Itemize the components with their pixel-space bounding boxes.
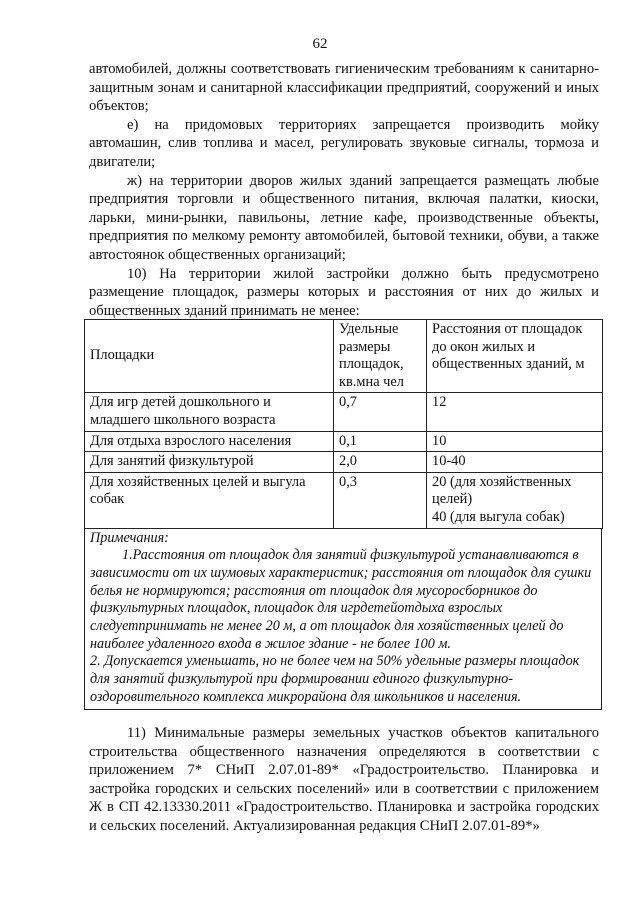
table-row xyxy=(85,452,603,473)
cell-playground-name: Для отдыха взрослого населения xyxy=(85,431,334,452)
cell-playground-name: Для занятий физкультурой xyxy=(85,452,334,473)
table-row xyxy=(85,431,603,452)
table-notes xyxy=(84,529,602,710)
cell-distance: 12 xyxy=(427,393,603,431)
cell-specific-size: 2,0 xyxy=(334,452,427,473)
page-number: 62 xyxy=(312,36,328,52)
header-distance: Расстояния от площадок до окон жилых и общественных зданий, м xyxy=(427,320,603,393)
paragraph-item-10: 10) На территории жилой застройки должно быть предусмотрено размещение площадок, размеры которых и расстояния от них до жилых и общественных зданий принимать не менее: xyxy=(89,265,599,319)
outro-text xyxy=(89,724,599,836)
cell-distance: 20 (для хозяйственных целей) 40 (для выгула собак) xyxy=(427,472,603,528)
cell-specific-size: 0,7 xyxy=(334,393,427,431)
cell-specific-size: 0,3 xyxy=(334,472,427,528)
cell-specific-size: 0,1 xyxy=(334,431,427,452)
notes-title: Примечания: xyxy=(90,529,169,546)
paragraph-continuation: автомобилей, должны соответствовать гигиеническим требованиям к санитарно-защитным зонам и санитарной классификации предприятий, сооружений и иных объектов; xyxy=(89,61,599,115)
paragraph-item-11: 11) Минимальные размеры земельных участков объектов капитального строительства общественного назначения определяются в соответствии с приложением 7* СНиП 2.07.01-89* «Градостроительство. Планировка и застройка городских и сельских поселений» или в соответствии с приложением Ж в СП 42.13330.2011 «Градостроительство. Планировка и застройка городских и сельских поселений. Актуализированная редакция СНиП 2.07.01-89*» xyxy=(89,725,599,834)
cell-distance: 10 xyxy=(427,431,603,452)
paragraph-item-e: е) на придомовых территориях запрещается производить мойку автомашин, слив топлива и масел, регулировать звуковые сигналы, тормоза и двигатели; xyxy=(89,116,599,170)
note-item-2: 2. Допускается уменьшать, но не более чем на 50% удельные размеры площадок для занятий физкультурой при формировании единого физкультурно-оздоровительного комплекса микрорайона для школьников и населения. xyxy=(90,653,580,705)
cell-playground-name: Для игр детей дошкольного и младшего школьного возраста xyxy=(85,393,334,431)
playgrounds-table-block xyxy=(84,319,602,710)
table-row xyxy=(85,393,603,431)
paragraph-item-zh: ж) на территории дворов жилых зданий запрещается размещать любые предприятия торговли и общественного питания, включая палатки, киоски, ларьки, мини-рынки, павильоны, летние кафе, производственные объекты, предприятия по мелкому ремонту автомобилей, бытовой техники, обуви, а также автостоянок общественных организаций; xyxy=(89,172,599,263)
cell-playground-name: Для хозяйственных целей и выгула собак xyxy=(85,472,334,528)
note-item-1: 1.Расстояния от площадок для занятий физкультурой устанавливаются в зависимости от их шумовых характеристик; расстояния от площадок для сушки белья не нормируются; расстояния от площадок для мусоросборников до физкультурных площадок, площадок для игрдетейотдыха взрослых следуетпринимать не менее 20 м, а от площадок для хозяйственных целей до наиболее удаленного входа в жилое здание - не более 100 м. xyxy=(90,547,592,652)
header-playgrounds: Площадки xyxy=(85,320,334,393)
table-header-row xyxy=(85,320,603,393)
cell-distance: 10-40 xyxy=(427,452,603,473)
playgrounds-table xyxy=(84,319,603,529)
table-row xyxy=(85,472,603,528)
header-specific-size: Удельные размеры площадок, кв.мна чел xyxy=(334,320,427,393)
intro-text xyxy=(89,60,599,320)
